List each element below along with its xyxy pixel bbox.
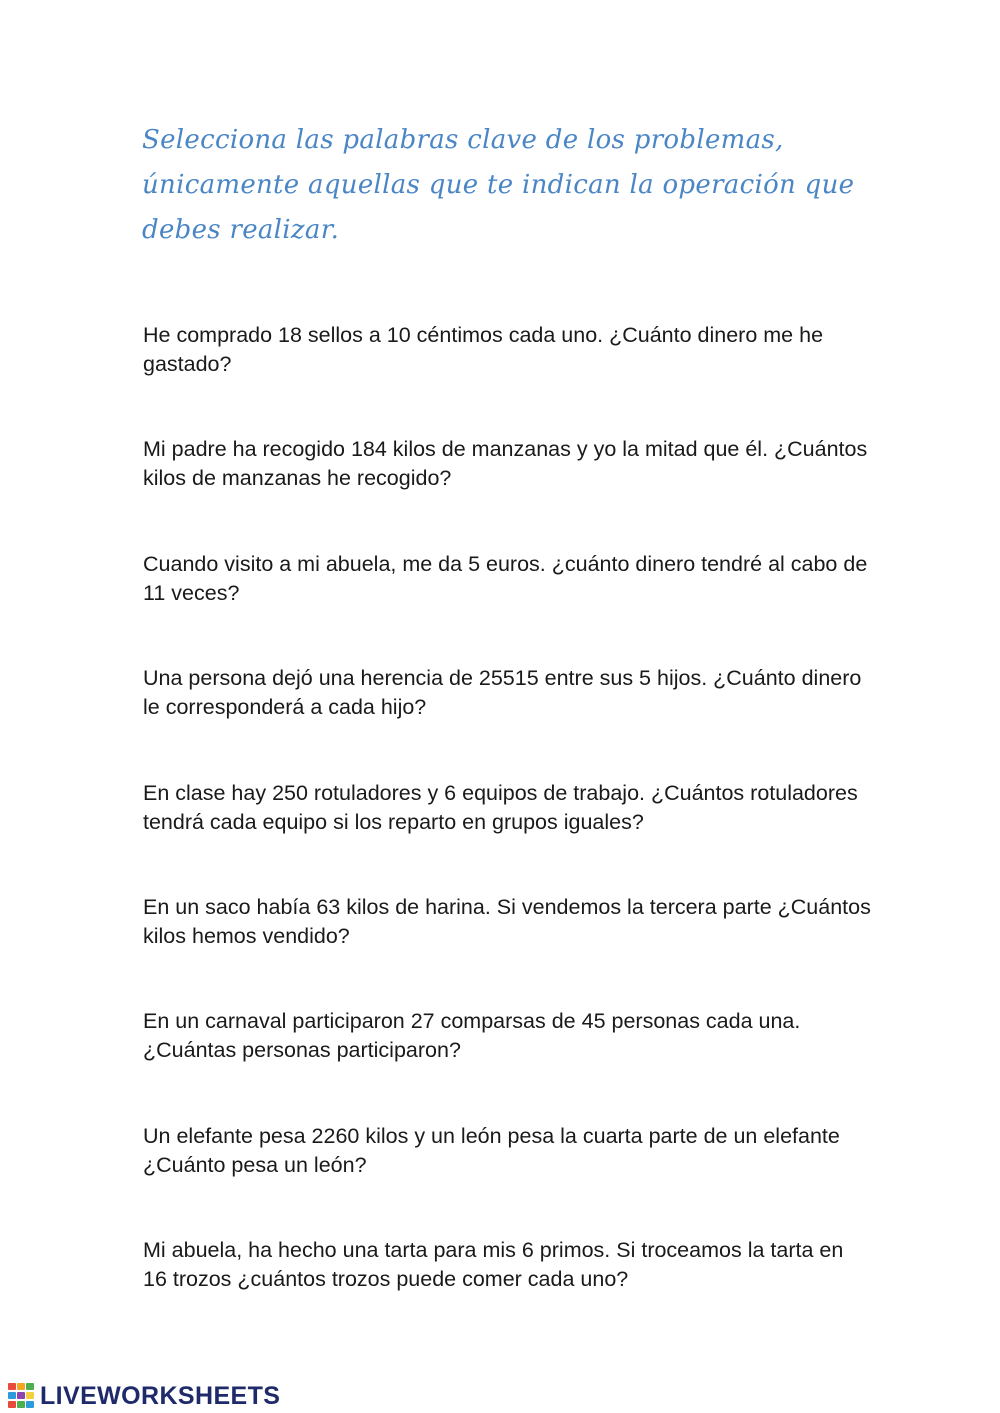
instructions: Selecciona las palabras clave de los problemas, únicamente aquellas que te indican la operación que debes realizar. (142, 125, 855, 245)
liveworksheets-brand (8, 1381, 280, 1411)
liveworksheets-logo-icon (8, 1383, 36, 1409)
problem-9[interactable]: Mi abuela, ha hecho una tarta para mis 6 primos. Si troceamos la tarta en 16 trozos ¿cuántos trozos puede comer cada uno? (143, 1238, 844, 1292)
brand-name: LIVEWORKSHEETS (40, 1381, 281, 1410)
problem-3[interactable]: Cuando visito a mi abuela, me da 5 euros. ¿cuánto dinero tendré al cabo de 11 veces? (143, 551, 868, 605)
problem-list (143, 321, 873, 1351)
problem-8[interactable]: Un elefante pesa 2260 kilos y un león pesa la cuarta parte de un elefante ¿Cuánto pesa un león? (143, 1123, 840, 1177)
problem-1[interactable]: He comprado 18 sellos a 10 céntimos cada uno. ¿Cuánto dinero me he gastado? (143, 323, 824, 376)
problem-4[interactable]: Una persona dejó una herencia de 25515 entre sus 5 hijos. ¿Cuánto dinero le corresponderá a cada hijo? (143, 666, 862, 720)
problem-2[interactable]: Mi padre ha recogido 184 kilos de manzanas y yo la mitad que él. ¿Cuántos kilos de manzanas he recogido? (143, 437, 868, 491)
problem-5[interactable]: En clase hay 250 rotuladores y 6 equipos de trabajo. ¿Cuántos rotuladores tendrá cada equipo si los reparto en grupos iguales? (143, 780, 858, 834)
problem-6[interactable]: En un saco había 63 kilos de harina. Si vendemos la tercera parte ¿Cuántos kilos hemos vendido? (143, 894, 871, 948)
problem-7[interactable]: En un carnaval participaron 27 comparsas de 45 personas cada una. ¿Cuántas personas participaron? (143, 1009, 801, 1063)
